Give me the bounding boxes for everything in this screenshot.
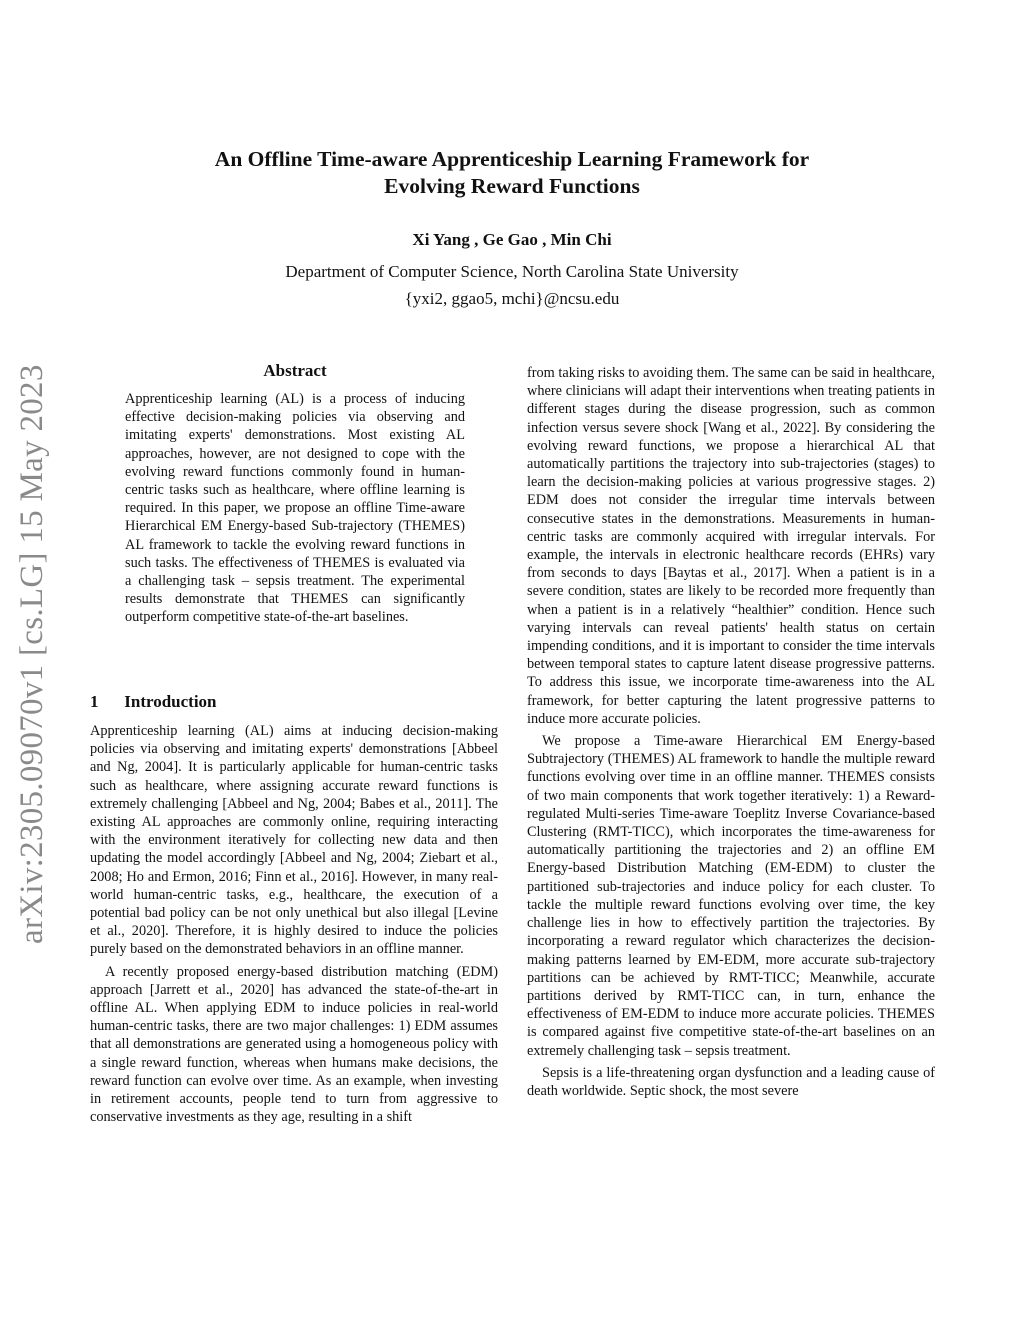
title-line-2: Evolving Reward Functions bbox=[384, 174, 640, 198]
paragraph: A recently proposed energy-based distribution matching (EDM) approach [Jarrett et al., 2020] has advanced the state-of-the-art in offline AL. When applying EDM to induce policies in real-world human-centric tasks, there are two major challenges: 1) EDM assumes that all demonstrations are generated using a homogeneous policy with a single reward function, whereas when humans make decisions, the reward function can evolve over time. As an example, when investing in retirement accounts, people tend to turn from aggressive to conservative investments as they age, resulting in a shift bbox=[90, 963, 498, 1126]
paragraph: Apprenticeship learning (AL) aims at inducing decision-making policies via observing and imitating experts' demonstrations [Abbeel and Ng, 2004]. It is particularly applicable for human-centric tasks such as healthcare, where assigning accurate reward functions is extremely challenging [Abbeel and Ng, 2004; Babes et al., 2011]. The existing AL approaches are commonly online, requiring interacting with the environment iteratively for collecting new data and then updating the model accordingly [Abbeel and Ng, 2004; Ziebart et al., 2008; Ho and Ermon, 2016; Finn et al., 2016]. However, in many real-world human-centric tasks, e.g., healthcare, the execution of a potential bad policy can be not only unethical but also illegal [Levine et al., 2020]. Therefore, it is highly desired to induce the policies purely based on the demonstrated behaviors in an offline manner. bbox=[90, 723, 498, 958]
authors: Xi Yang , Ge Gao , Min Chi bbox=[412, 230, 612, 249]
abstract-heading: Abstract bbox=[263, 361, 327, 380]
paragraph: We propose a Time-aware Hierarchical EM Energy-based Subtrajectory (THEMES) AL framework to handle the multiple reward functions evolving over time in an offline manner. THEMES consists of two main components that work together iteratively: 1) a Reward-regulated Multi-series Time-aware Toeplitz Inverse Covariance-based Clustering (RMT-TICC), which incorporates the time-awareness for automatically partitioning the trajectories and 2) an offline EM Energy-based Distribution Matching (EM-EDM) to cluster the partitioned sub-trajectories and induce policy for each cluster. To tackle the multiple reward functions evolving over time, the key challenge lies in how to effectively partition the trajectories. By incorporating a reward regulator which characterizes the decision-making patterns learned by EM-EDM, more accurate sub-trajectory partitions can be achieved by RMT-TICC; Meanwhile, accurate partitions derived by RMT-TICC can, in turn, enhance the effectiveness of EM-EDM to induce more accurate policies. THEMES is compared against five competitive state-of-the-art baselines on an extremely challenging task – sepsis treatment. bbox=[527, 733, 935, 1059]
affiliation-block bbox=[0, 258, 1024, 312]
paragraph: from taking risks to avoiding them. The same can be said in healthcare, where clinicians will adapt their interventions when treating patients in different stages during the disease progression, such as common infection versus severe shock [Wang et al., 2022]. By considering the evolving reward functions, we propose a hierarchical AL that automatically partitions the trajectory into sub-trajectories (stages) to learn the decision-making policies at various progressive stages. 2) EDM does not consider the irregular time intervals between consecutive states in the demonstrations. Measurements in human-centric tasks are commonly acquired with irregular intervals. For example, the intervals in electronic healthcare records (EHRs) vary from seconds to days [Baytas et al., 2017]. When a patient is in a severe condition, states are likely to be recorded more frequently than when a patient is in a relatively “healthier” condition. Hence such varying intervals can reveal patients' health status on certain impending conditions, and it is important to consider the time intervals between temporal states to capture latent disease progressive patterns. To address this issue, we incorporate time-awareness into the AL framework, for better capturing the latent progressive patterns to induce more accurate policies. bbox=[527, 365, 935, 727]
affiliation: Department of Computer Science, North Carolina State University bbox=[285, 262, 739, 281]
section-heading-introduction bbox=[90, 692, 490, 712]
section-number: 1 bbox=[90, 692, 99, 711]
right-column bbox=[527, 364, 935, 1100]
left-column bbox=[90, 722, 498, 1126]
paragraph: Sepsis is a life-threatening organ dysfunction and a leading cause of death worldwide. Septic shock, the most severe bbox=[527, 1064, 935, 1099]
abstract-text: Apprenticeship learning (AL) is a process of inducing effective decision-making policies via observing and imitating experts' demonstrations. Most existing AL approaches, however, are not designed to cope with the evolving reward functions commonly found in human-centric tasks such as healthcare, where offline learning is required. In this paper, we propose an offline Time-aware Hierarchical EM Energy-based Sub-trajectory (THEMES) AL framework to tackle the evolving reward functions in such tasks. The effectiveness of THEMES is evaluated via a challenging task – sepsis treatment. The experimental results demonstrate that THEMES can significantly outperform competitive state-of-the-art baselines. bbox=[125, 391, 465, 626]
section-title: Introduction bbox=[124, 692, 217, 711]
emails: {yxi2, ggao5, mchi}@ncsu.edu bbox=[404, 289, 620, 308]
title-line-1: An Offline Time-aware Apprenticeship Learning Framework for bbox=[214, 147, 810, 171]
arxiv-identifier: arXiv:2305.09070v1 [cs.LG] 15 May 2023 bbox=[14, 364, 50, 944]
paper-title bbox=[120, 146, 904, 200]
